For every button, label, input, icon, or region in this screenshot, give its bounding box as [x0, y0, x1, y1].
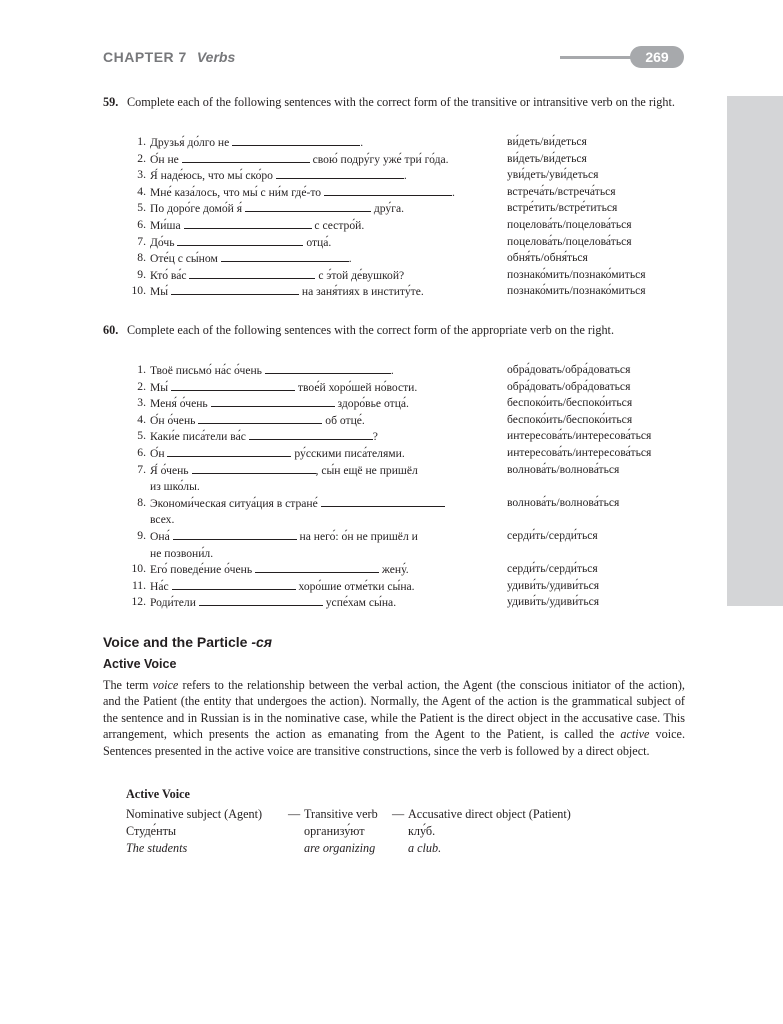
chapter-heading	[103, 49, 235, 65]
answer-blank[interactable]	[232, 135, 360, 146]
answer-blank[interactable]	[198, 413, 322, 424]
list-item: 9. Кто́ ва́с с э́той де́вушкой? познако́мить/познако́миться	[137, 267, 646, 282]
list-item: 2. Мы́ твое́й хоро́шей но́вости. обра́довать/обра́доваться	[137, 379, 631, 394]
example-table-title: Active Voice	[126, 787, 190, 801]
list-item: 10. Мы́ на заня́тиях в институ́те. познако́мить/познако́миться	[131, 284, 646, 299]
answer-blank[interactable]	[172, 579, 296, 590]
instruction-text: Complete each of the following sentences with the correct form of the transitive or intransitive verb on the right.	[127, 95, 675, 109]
list-item: 4. Мне́ каза́лось, что мы́ с ни́м где́-то . встреча́ть/встреча́ться	[137, 184, 616, 199]
answer-blank[interactable]	[255, 562, 379, 573]
body-paragraph: The term voice refers to the relationship between the verbal action, the Agent (the conscious initiator of the action), and the Patient (the entity that undergoes the action). Normally, the Agent of the action is the grammatical subject of the sentence and in Russian is in the nominative case, while the Patient is the direct object in the accusative case. This arrangement, which presents the action as emanating from the Agent to the Patient, is called the active voice. Sentences presented in the active voice are transitive constructions, since the verb is followed by a direct object.	[103, 678, 685, 758]
answer-blank[interactable]	[171, 380, 295, 391]
answer-blank[interactable]	[276, 168, 404, 179]
answer-blank[interactable]	[321, 496, 445, 507]
answer-blank[interactable]	[245, 201, 371, 212]
answer-blank[interactable]	[177, 235, 303, 246]
list-item: 2. О́н не свою́ подру́гу уже́ три́ го́да. ви́деть/ви́деться	[137, 151, 587, 166]
side-thumb-tab	[727, 96, 783, 606]
exercise-number: 60.	[103, 323, 119, 337]
list-item: 8. Оте́ц с сы́ном . обня́ть/обня́ться	[137, 251, 588, 266]
page-number: 269	[630, 46, 684, 68]
list-item: 3. Меня́ о́чень здоро́вье отца́. беспоко́ить/беспоко́иться	[137, 396, 633, 411]
answer-blank[interactable]	[199, 595, 323, 606]
answer-blank[interactable]	[265, 363, 391, 374]
answer-blank[interactable]	[173, 529, 297, 540]
answer-blank[interactable]	[167, 446, 291, 457]
list-item: 7. Я́ о́чень , сы́н ещё не пришёл из шко́лы. волнова́ть/волнова́ться	[137, 462, 620, 494]
answer-blank[interactable]	[171, 284, 299, 295]
list-item: 3. Я́ наде́юсь, что мы́ ско́ро . уви́деть/уви́деться	[137, 168, 599, 183]
list-item: 11. На́с хоро́шие отме́тки сы́на. удиви́ть/удиви́ться	[131, 578, 600, 593]
instruction-text: Complete each of the following sentences with the correct form of the appropriate verb on the right.	[127, 323, 614, 337]
list-item: 9. Она́ на него́: о́н не пришёл и не позвони́л. серди́ть/серди́ться	[137, 528, 598, 560]
list-item: 1. Твоё письмо́ на́с о́чень . обра́довать/обра́доваться	[137, 363, 631, 377]
answer-blank[interactable]	[249, 429, 373, 440]
list-item: 6. Ми́ша с сестро́й. поцелова́ть/поцелова́ться	[137, 217, 632, 232]
answer-blank[interactable]	[324, 185, 452, 196]
answer-blank[interactable]	[192, 463, 316, 474]
chapter-label: CHAPTER 7	[103, 49, 187, 65]
exercise-60-instruction	[103, 322, 685, 338]
exercise-59-instruction	[103, 94, 685, 110]
list-item: 8. Экономи́ческая ситуа́ция в стране́ всех. волнова́ть/волнова́ться	[137, 495, 620, 527]
list-item: 12. Роди́тели успе́хам сы́на. удиви́ть/удиви́ться	[131, 595, 600, 610]
list-item: 6. О́н ру́сскими писа́телями. интересова́ть/интересова́ться	[137, 445, 652, 460]
exercise-number: 59.	[103, 95, 119, 109]
list-item: 7. До́чь отца́. поцелова́ть/поцелова́ться	[137, 234, 632, 249]
list-item: 10. Его́ поведе́ние о́чень жену́. серди́ть/серди́ться	[131, 562, 598, 577]
answer-blank[interactable]	[221, 251, 349, 262]
section-heading: Voice and the Particle -ся	[103, 634, 273, 650]
answer-blank[interactable]	[189, 268, 315, 279]
list-item: 4. О́н о́чень об отце́. беспоко́ить/беспоко́иться	[137, 412, 633, 427]
answer-blank[interactable]	[184, 218, 312, 229]
list-item: 1. Друзья́ до́лго не . ви́деть/ви́деться	[137, 135, 587, 149]
header-rule	[560, 56, 640, 59]
list-item: 5. По доро́ге домо́й я́ дру́га. встре́тить/встре́титься	[137, 201, 618, 216]
exercise-60-list	[126, 363, 696, 612]
answer-blank[interactable]	[211, 396, 335, 407]
answer-blank[interactable]	[182, 152, 310, 163]
list-item: 5. Каки́е писа́тели ва́с ? интересова́ть/интересова́ться	[137, 429, 652, 444]
chapter-title: Verbs	[196, 49, 236, 65]
subsection-heading: Active Voice	[103, 657, 177, 671]
exercise-59-list	[126, 135, 696, 301]
